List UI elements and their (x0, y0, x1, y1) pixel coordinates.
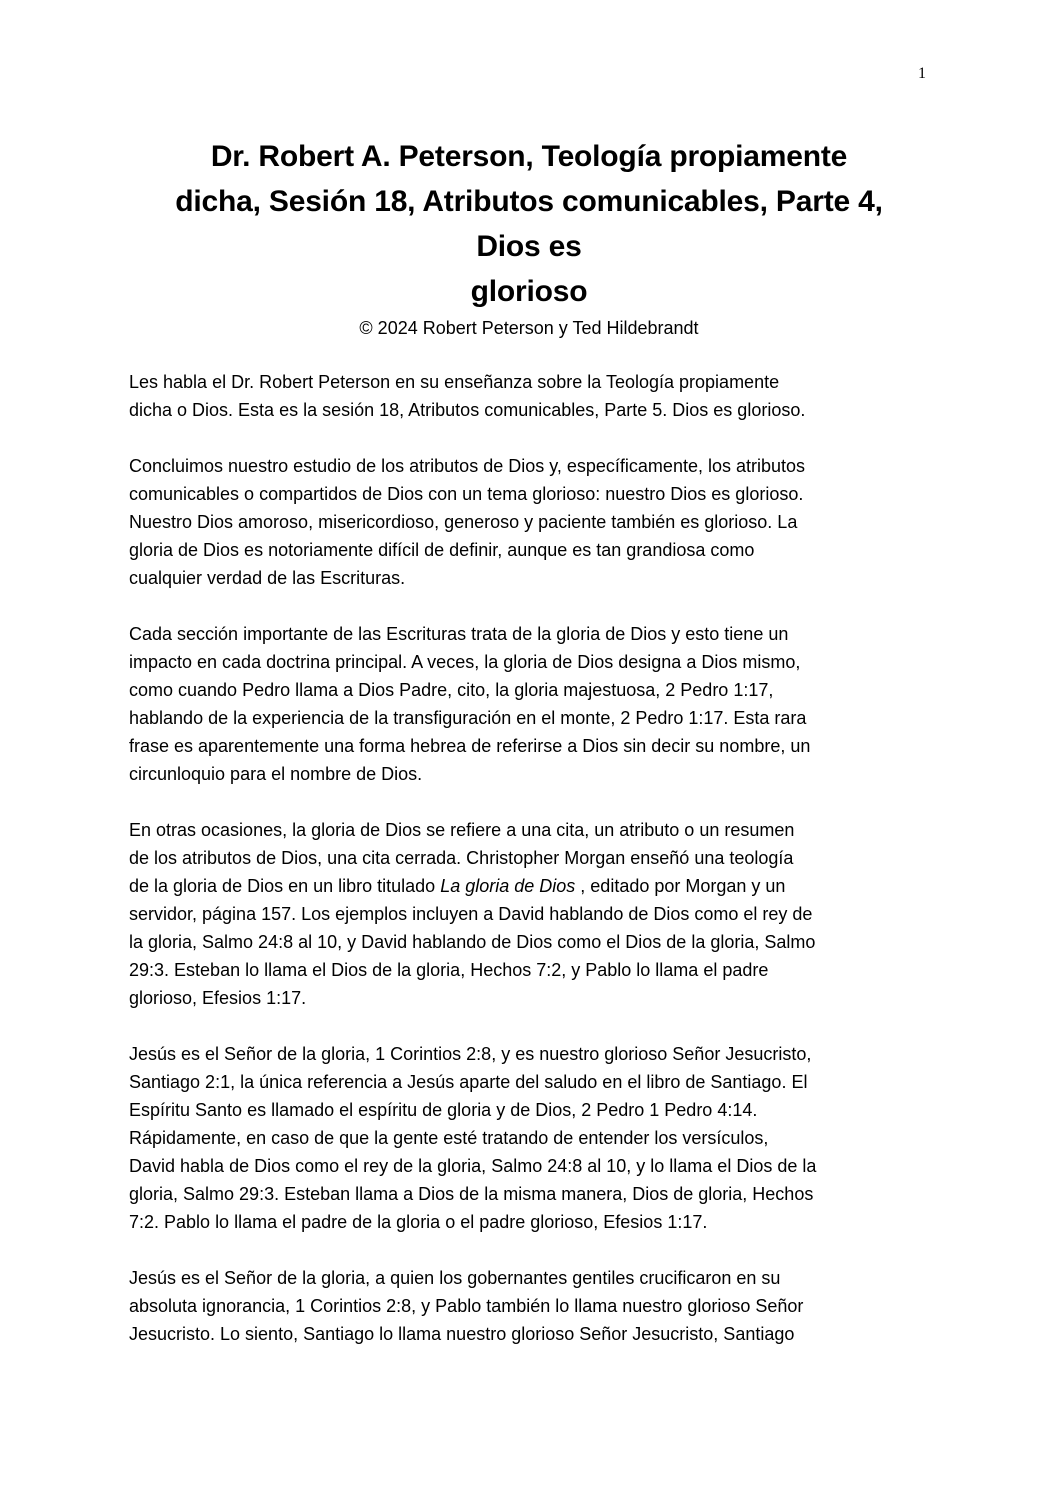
paragraph-line: Espíritu Santo es llamado el espíritu de gloria y de Dios, 2 Pedro 1 Pedro 4:14. (129, 1100, 758, 1120)
title-line-1: Dr. Robert A. Peterson, Teología propiamente (210, 140, 848, 173)
paragraph-line: como cuando Pedro llama a Dios Padre, cito, la gloria majestuosa, 2 Pedro 1:17, (129, 680, 774, 700)
document-header (100, 134, 958, 340)
paragraph-line: absoluta ignorancia, 1 Corintios 2:8, y Pablo también lo llama nuestro glorioso Señor (129, 1296, 804, 1316)
page-number: 1 (918, 65, 926, 82)
paragraph-line: Rápidamente, en caso de que la gente esté tratando de entender los versículos, (129, 1128, 769, 1148)
paragraph-line: dicha o Dios. Esta es la sesión 18, Atributos comunicables, Parte 5. Dios es glorioso. (129, 400, 806, 420)
paragraph-line: servidor, página 157. Los ejemplos incluyen a David hablando de Dios como el rey de (129, 904, 813, 924)
paragraph-line: David habla de Dios como el rey de la gloria, Salmo 24:8 al 10, y lo llama el Dios de la (129, 1156, 817, 1176)
paragraph-line: Nuestro Dios amoroso, misericordioso, generoso y paciente también es glorioso. La (129, 512, 798, 532)
paragraph-line: Jesús es el Señor de la gloria, 1 Corintios 2:8, y es nuestro glorioso Señor Jesucristo, (129, 1044, 812, 1064)
paragraph-line: En otras ocasiones, la gloria de Dios se refiere a una cita, un atributo o un resumen (129, 820, 795, 840)
paragraph-line: de los atributos de Dios, una cita cerrada. Christopher Morgan enseñó una teología (129, 848, 794, 868)
paragraph-line-with-book-title (129, 872, 931, 900)
text-after-title: , editado por Morgan y un (575, 876, 786, 896)
paragraph-line: hablando de la experiencia de la transfiguración en el monte, 2 Pedro 1:17. Esta rara (129, 708, 807, 728)
paragraph-5 (129, 1040, 931, 1236)
paragraph-6 (129, 1264, 931, 1348)
text-before-title: de la gloria de Dios en un libro titulado (129, 876, 441, 896)
paragraph-line: Cada sección importante de las Escrituras trata de la gloria de Dios y esto tiene un (129, 624, 789, 644)
title-line-3: Dios es (476, 230, 582, 263)
paragraph-line: la gloria, Salmo 24:8 al 10, y David hablando de Dios como el Dios de la gloria, Salmo (129, 932, 816, 952)
paragraph-line: 7:2. Pablo lo llama el padre de la gloria o el padre glorioso, Efesios 1:17. (129, 1212, 708, 1232)
paragraph-line: circunloquio para el nombre de Dios. (129, 764, 423, 784)
paragraph-line: Concluimos nuestro estudio de los atributos de Dios y, específicamente, los atributos (129, 456, 806, 476)
paragraph-line: glorioso, Efesios 1:17. (129, 988, 307, 1008)
paragraph-4 (129, 816, 931, 1012)
title-line-2: dicha, Sesión 18, Atributos comunicables, Parte 4, (175, 185, 883, 218)
paragraph-line: 29:3. Esteban lo llama el Dios de la gloria, Hechos 7:2, y Pablo lo llama el padre (129, 960, 769, 980)
document-body (129, 368, 931, 1376)
paragraph-2 (129, 452, 931, 592)
paragraph-line: impacto en cada doctrina principal. A veces, la gloria de Dios designa a Dios mismo, (129, 652, 801, 672)
paragraph-line: gloria, Salmo 29:3. Esteban llama a Dios de la misma manera, Dios de gloria, Hechos (129, 1184, 814, 1204)
paragraph-line: Jesús es el Señor de la gloria, a quien los gobernantes gentiles crucificaron en su (129, 1268, 781, 1288)
book-title: La gloria de Dios (440, 876, 576, 896)
paragraph-line: Santiago 2:1, la única referencia a Jesús aparte del saludo en el libro de Santiago. El (129, 1072, 808, 1092)
paragraph-line: Jesucristo. Lo siento, Santiago lo llama nuestro glorioso Señor Jesucristo, Santiago (129, 1324, 795, 1344)
paragraph-line: frase es aparentemente una forma hebrea de referirse a Dios sin decir su nombre, un (129, 736, 811, 756)
paragraph-3 (129, 620, 931, 788)
paragraph-line: Les habla el Dr. Robert Peterson en su enseñanza sobre la Teología propiamente (129, 372, 780, 392)
paragraph-1 (129, 368, 931, 424)
paragraph-line: cualquier verdad de las Escrituras. (129, 568, 406, 588)
paragraph-line: comunicables o compartidos de Dios con un tema glorioso: nuestro Dios es glorioso. (129, 484, 804, 504)
title-line-4: glorioso (470, 275, 588, 308)
copyright-notice: © 2024 Robert Peterson y Ted Hildebrandt (359, 318, 699, 338)
paragraph-line: gloria de Dios es notoriamente difícil de definir, aunque es tan grandiosa como (129, 540, 755, 560)
